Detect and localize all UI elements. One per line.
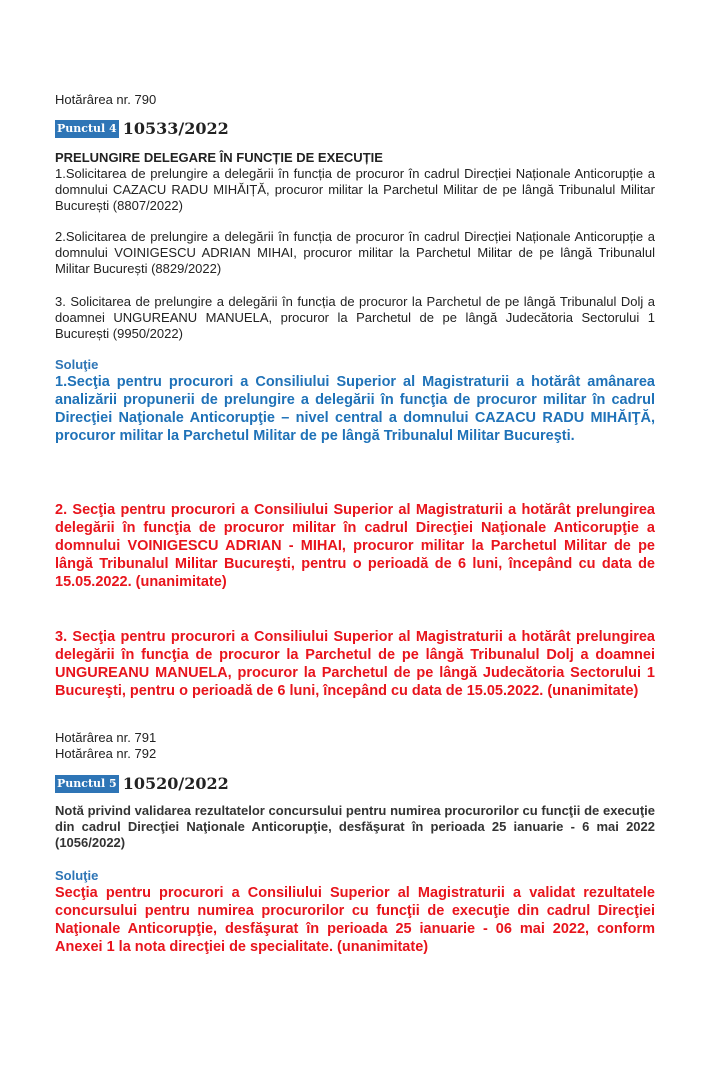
punct5-nota: Notă privind validarea rezultatelor concursului pentru numirea procurorilor cu funcţii de execuţie din cadrul Direcţiei Naţionale Anticorupţie, desfăşurat în perioada 25 ianuarie - 6 mai 2022 (1056/2022) (55, 803, 655, 850)
punct5-solutie-label: Soluţie (55, 868, 99, 883)
punct4-item1: 1.Solicitarea de prelungire a delegării în funcția de procuror în cadrul Direcției Naționale Anticorupție a domnului CAZACU RADU MIHĂIȚĂ, procuror militar la Parchetul Militar de pe lângă Tribunalul Militar București (8807/2022) (55, 166, 655, 213)
hotarare-790: Hotărârea nr. 790 (55, 92, 157, 107)
punct4-solutie-1: 1.Secţia pentru procurori a Consiliului Superior al Magistraturii a hotărât amânarea analizării propunerii de prelungire a delegării în funcţia de procuror militar în cadrul Direcţiei Naţionale Anticorupţie – nivel central a domnului CAZACU RADU MIHĂIŢĂ, procuror militar la Parchetul Militar de pe lângă Tribunalul Militar Bucureşti. (55, 374, 655, 444)
punct4-solutie-2: 2. Secţia pentru procurori a Consiliului Superior al Magistraturii a hotărât prelungirea delegării în funcţia de procuror militar în cadrul Direcţiei Naţionale Anticorupţie a domnului VOINIGESCU ADRIAN - MIHAI, procuror militar la Parchetul Militar de pe lângă Tribunalul Militar Bucureşti, pentru o perioadă de 6 luni, începând cu data de 15.05.2022. (unanimitate) (55, 502, 655, 590)
hotarare-791: Hotărârea nr. 791 (55, 730, 157, 745)
punct5-solutie: Secţia pentru procurori a Consiliului Superior al Magistraturii a validat rezultatele concursului pentru numirea procurorilor cu funcţii de execuţie din cadrul Direcţiei Naţionale Anticorupţie, desfăşurat în perioada 25 ianuarie - 06 mai 2022, conform Anexei 1 la nota direcţiei de specialitate. (unanimitate) (55, 885, 655, 955)
punct5-number: 10520/2022 (122, 774, 229, 793)
punct4-item3: 3. Solicitarea de prelungire a delegării în funcția de procuror la Parchetul de pe lângă Tribunalul Dolj a doamnei UNGUREANU MANUELA, procuror la Parchetul de pe lângă Judecătoria Sectorului 1 București (9950/2022) (55, 294, 655, 341)
hotarare-792: Hotărârea nr. 792 (55, 746, 157, 761)
punct4-header (55, 119, 655, 138)
punct5-header (55, 774, 655, 793)
punct5-badge: Punctul 5 (55, 775, 119, 793)
punct4-title: PRELUNGIRE DELEGARE ÎN FUNCȚIE DE EXECUȚIE (55, 150, 383, 165)
punct4-badge: Punctul 4 (55, 120, 119, 138)
punct4-solutie-3: 3. Secţia pentru procurori a Consiliului Superior al Magistraturii a hotărât prelungirea delegării în funcţia de procuror la Parchetul de pe lângă Tribunalul Dolj a doamnei UNGUREANU MANUELA, procuror la Parchetul de pe lângă Judecătoria Sectorului 1 Bucureşti, pentru o perioadă de 6 luni, începând cu data de 15.05.2022. (unanimitate) (55, 629, 655, 699)
punct4-number: 10533/2022 (122, 119, 229, 138)
punct4-solutie-label: Soluţie (55, 357, 99, 372)
punct4-item2: 2.Solicitarea de prelungire a delegării în funcția de procuror în cadrul Direcției Naționale Anticorupție a domnului VOINIGESCU ADRIAN MIHAI, procuror militar la Parchetul Militar de pe lângă Tribunalul Militar București (8829/2022) (55, 229, 655, 276)
